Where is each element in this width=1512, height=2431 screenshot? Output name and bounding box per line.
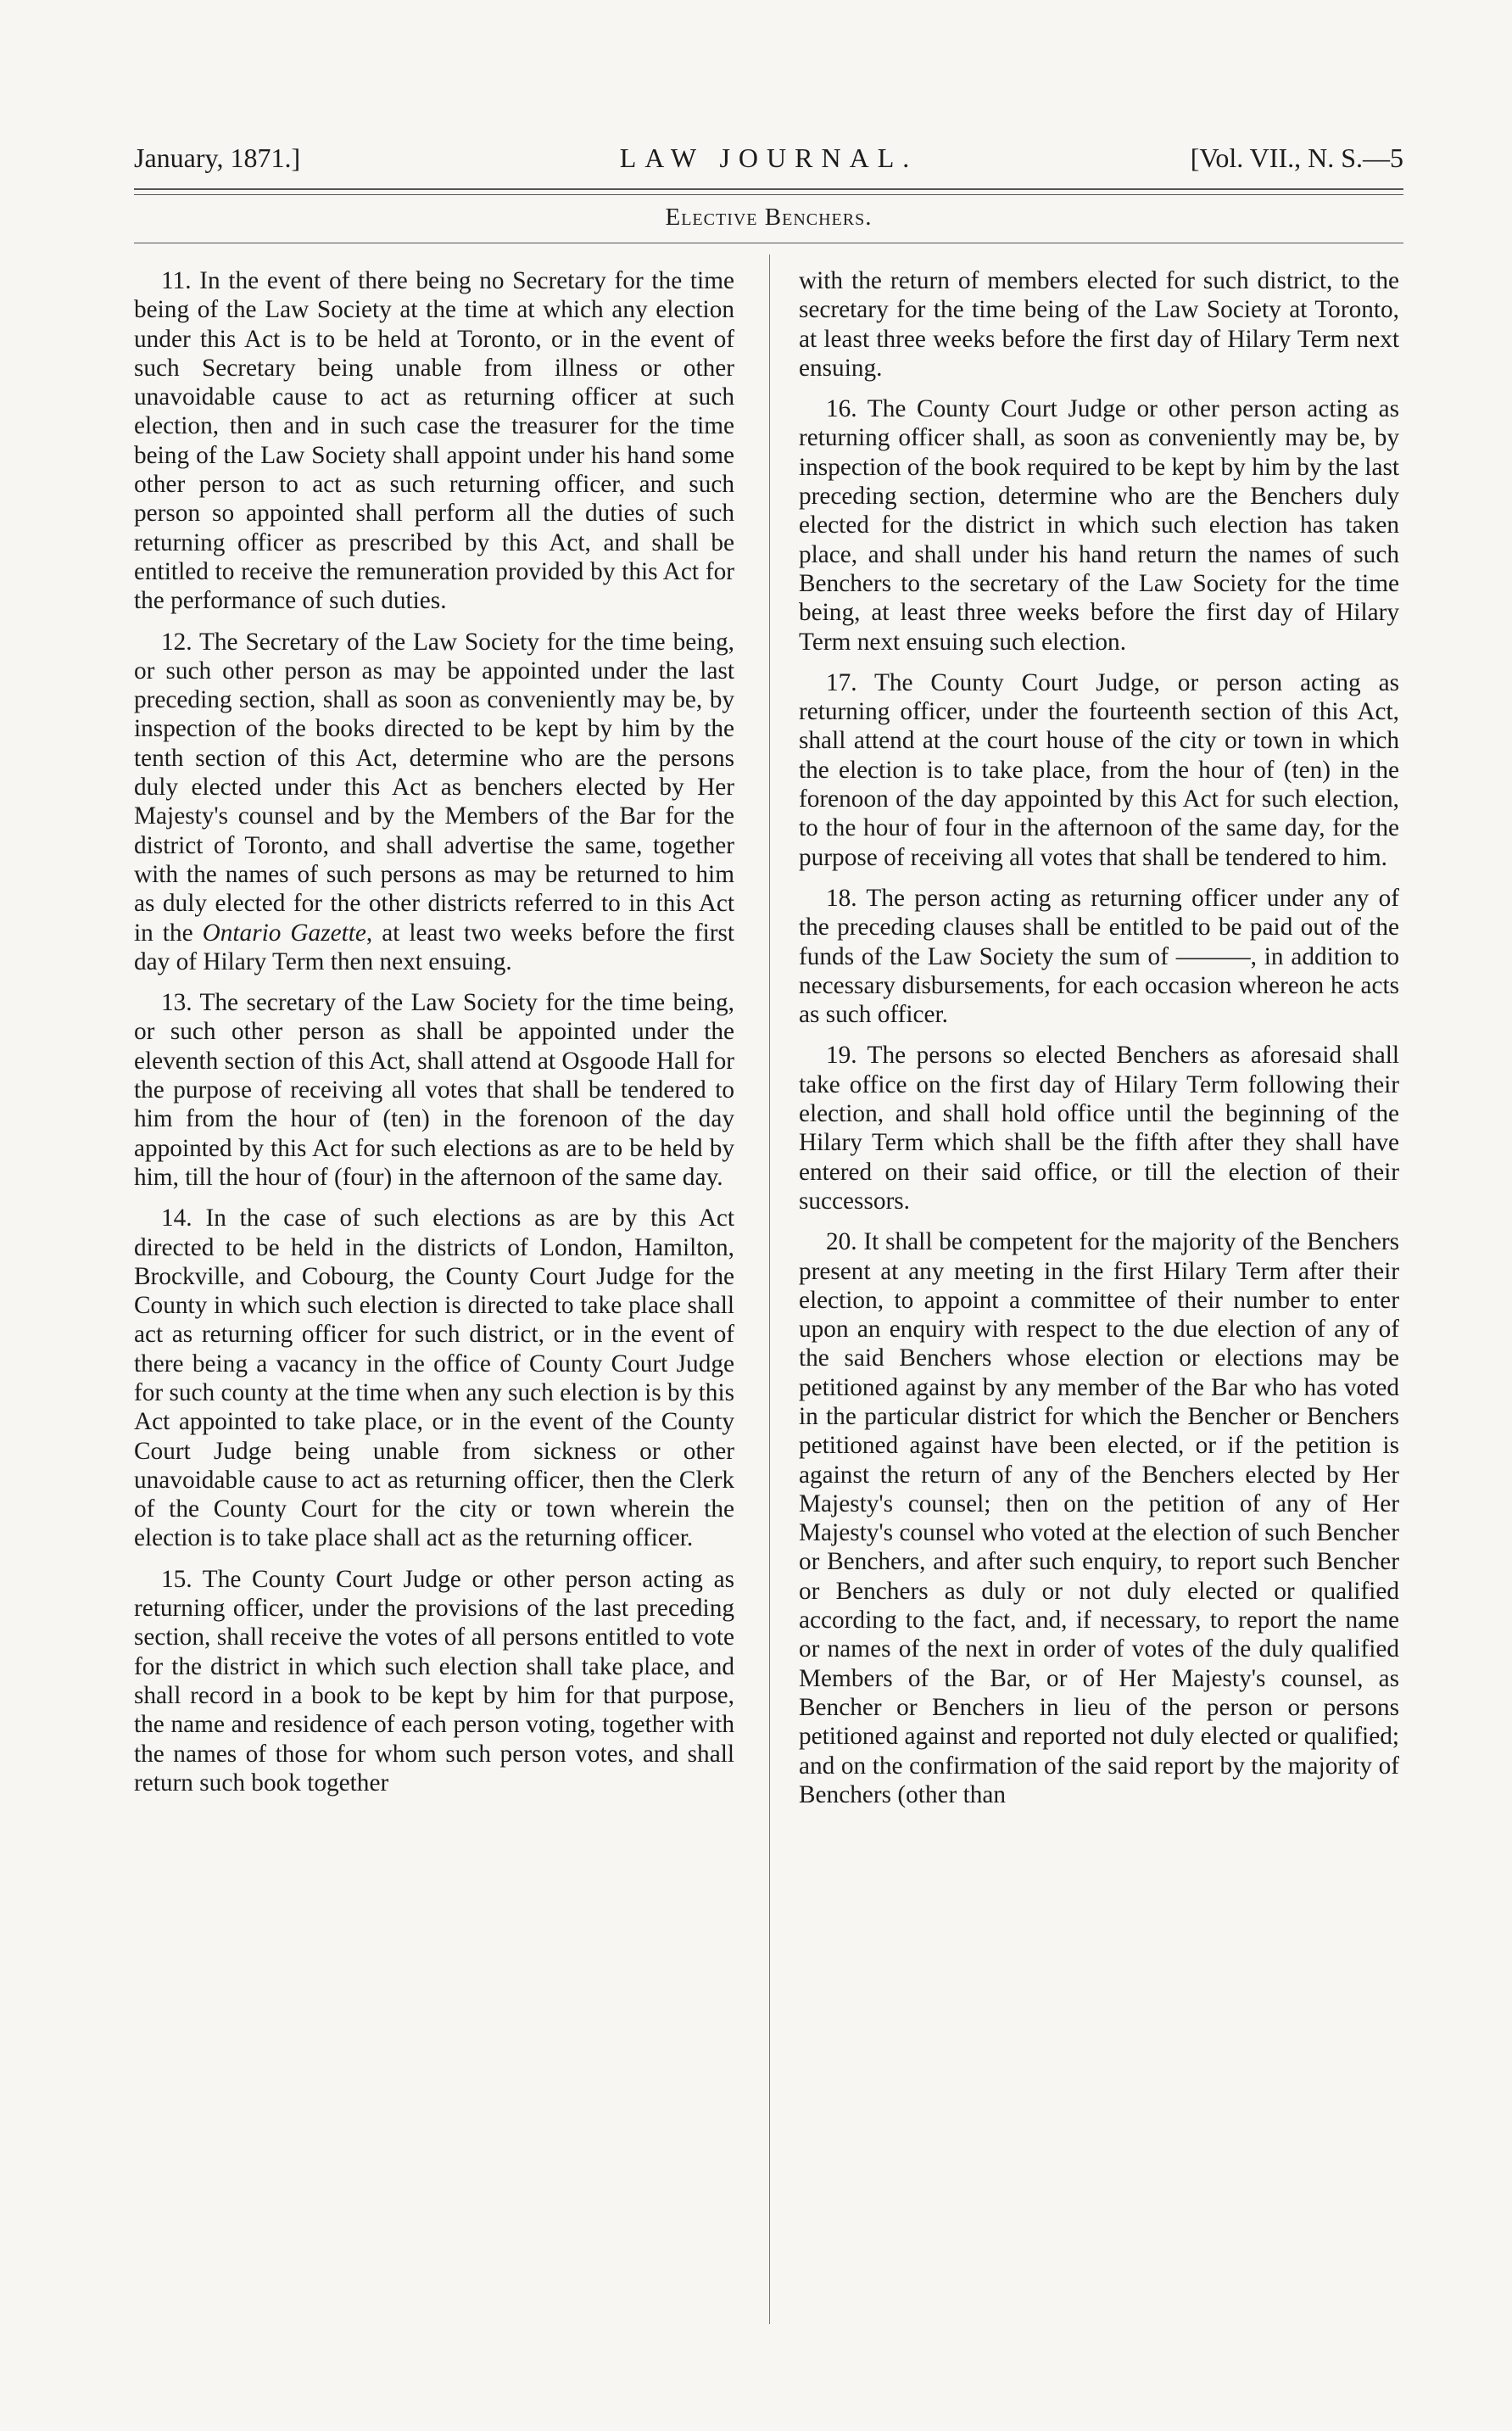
journal-title: LAW JOURNAL.: [619, 143, 918, 173]
right-column: [799, 266, 1399, 2336]
section-12-text-end: , at least two weeks before the first day of Hilary Term then next ensuing.: [134, 919, 734, 975]
section-11: 11. In the event of there being no Secretary for the time being of the Law Society at the time at which any election under this Act is to be held at Toronto, or in the event of such Secretary being unable from illness or other unavoidable cause to act as returning officer at such election, then and in such case the treasurer for the time being of the Law Society shall appoint under his hand some other person to act as such returning officer, and such person so appointed shall perform all the duties of such returning officer as prescribed by this Act, and shall be entitled to receive the remuneration provided by this Act for the performance of such duties.: [134, 267, 734, 615]
section-12: [134, 628, 734, 977]
section-18: 18. The person acting as returning officer under any of the preceding clauses shall be entitled to be paid out of the funds of the Law Society the sum of ———, in addition to necessary disbursements, for each occasion whereon he acts as such officer.: [799, 884, 1399, 1029]
section-17: 17. The County Court Judge, or person acting as returning officer, under the fourteenth section of this Act, shall attend at the court house of the city or town in which the election is to take place, from the hour of (ten) in the forenoon of the day appointed by this Act for such election, to the hour of four in the afternoon of the same day, for the purpose of receiving all votes that shall be tendered to him.: [799, 668, 1399, 871]
volume-page: [Vol. VII., N. S.—5: [1190, 143, 1403, 173]
running-head: [134, 143, 1403, 180]
section-15: 15. The County Court Judge or other person acting as returning officer, under the provisions of the last preceding section, shall receive the votes of all persons entitled to vote for the district in which such election shall take place, and shall record in a book to be kept by him for that purpose, the name and residence of each person voting, together with the names of those for whom such person votes, and shall return such book together: [134, 1565, 734, 1797]
section-19: 19. The persons so elected Benchers as aforesaid shall take office on the first day of Hilary Term following their election, and shall hold office until the beginning of the Hilary Term which shall be the fifth after they shall have entered on their said office, or till the election of their successors.: [799, 1042, 1399, 1215]
section-15-continued: with the return of members elected for such district, to the secretary for the time being of the Law Society at Toronto, at least three weeks before the first day of Hilary Term next ensuing.: [799, 267, 1399, 382]
issue-date: January, 1871.]: [134, 143, 301, 173]
section-12-text: 12. The Secretary of the Law Society for the time being, or such other person as may be appointed under the last preceding section, shall as soon as conveniently may be, by inspection of the books directed to be kept by him by the tenth section of this Act, determine who are the persons duly elected under this Act as benchers elected by Her Majesty's counsel and by the Members of the Bar for the district of Toronto, and shall advertise the same, together with the names of such persons as may be returned to him as duly elected for the other districts referred to in this Act in the: [134, 628, 734, 947]
section-14: 14. In the case of such elections as are by this Act directed to be held in the districts of London, Hamilton, Brockville, and Cobourg, the County Court Judge for the County in which such election is directed to take place shall act as returning officer for such district, or in the event of there being a vacancy in the office of County Court Judge for such county at the time when any such election is by this Act appointed to take place, or in the event of the County Court Judge being unable from sickness or other unavoidable cause to act as returning officer, then the Clerk of the County Court for the city or town wherein the election is to take place shall act as the returning officer.: [134, 1204, 734, 1552]
section-13: 13. The secretary of the Law Society for the time being, or such other person as shall be appointed under the eleventh section of this Act, shall attend at Osgoode Hall for the purpose of receiving all votes that shall be tendered to him from the hour of (ten) in the forenoon of the day appointed by this Act for such elections as are to be held by him, till the hour of (four) in the afternoon of the same day.: [134, 989, 734, 1191]
section-16: 16. The County Court Judge or other person acting as returning officer shall, as soon as conveniently may be, by inspection of the book required to be kept by him by the last preceding section, determine who are the Benchers duly elected for the district in which such election has taken place, and shall under his hand return the names of such Benchers to the secretary of the Law Society for the time being, at least three weeks before the first day of Hilary Term next ensuing such election.: [799, 395, 1399, 656]
gazette-title: Ontario Gazette: [202, 919, 366, 947]
left-column: [134, 266, 734, 2336]
section-20: 20. It shall be competent for the majority of the Benchers present at any meeting in the first Hilary Term after their election, to appoint a committee of their number to enter upon an enquiry with respect to the due election of any of the said Benchers whose election or elections may be petitioned against by any member of the Bar who has voted in the particular district for which the Bencher or Benchers petitioned against have been elected, or if the petition is against the return of any of the Benchers elected by Her Majesty's counsel; then on the petition of any of Her Majesty's counsel who voted at the election of such Bencher or Benchers, and after such enquiry, to report such Bencher or Benchers as duly or not duly elected or qualified according to the fact, and, if necessary, to report the name or names of the next in order of votes of the duly qualified Members of the Bar, or of Her Majesty's counsel, as Bencher or Benchers in lieu of the person or persons petitioned against and reported not duly elected or qualified; and on the confirmation of the said report by the majority of Benchers (other than: [799, 1228, 1399, 1808]
header-rule: [134, 188, 1403, 195]
column-divider: [769, 254, 770, 2324]
section-title: Elective Benchers.: [665, 204, 873, 231]
